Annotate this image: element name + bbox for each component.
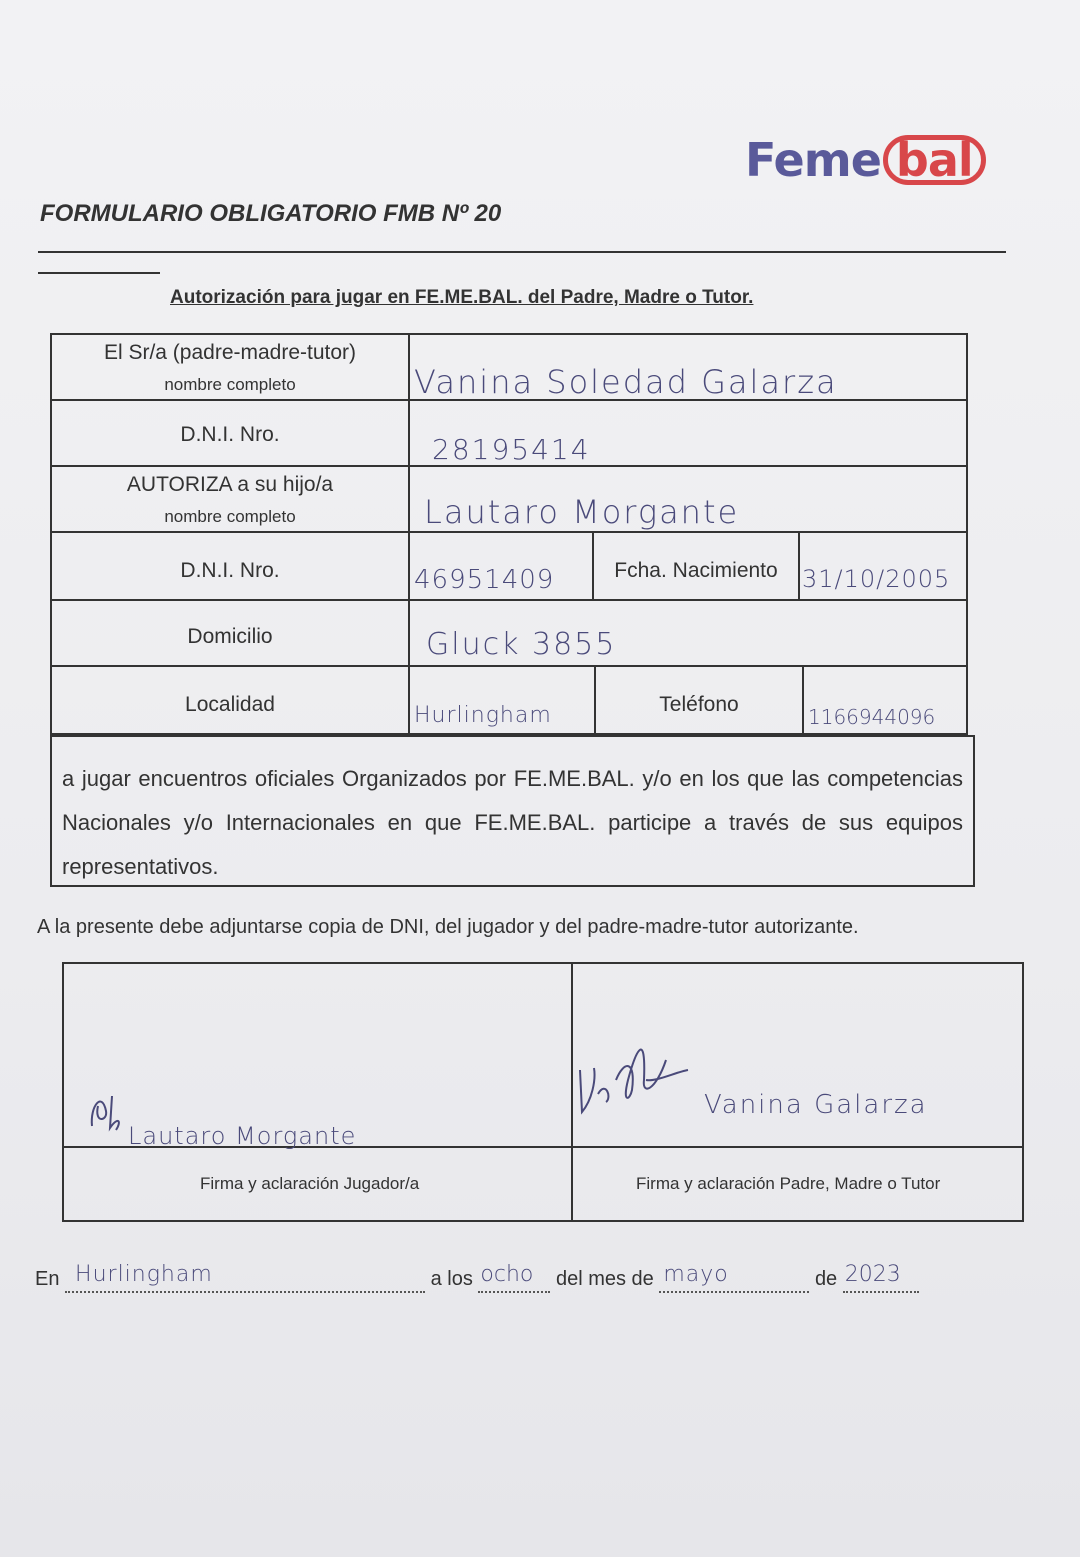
divider-short [38, 272, 160, 274]
autoriza-label: AUTORIZA a su hijo/a [126, 473, 334, 496]
footer-year-blank [843, 1262, 919, 1293]
child-name-value: Lautaro Morgante [424, 493, 740, 531]
row-parent-dni [50, 399, 968, 465]
cell-parent-label [52, 335, 410, 399]
dni-note: A la presente debe adjuntarse copia de DNI, del jugador y del padre-madre-tutor autorizante. [37, 916, 859, 938]
footer-year: 2023 [844, 1262, 901, 1287]
localidad-value: Hurlingham [414, 703, 552, 728]
birth-date-value: 31/10/2005 [802, 565, 951, 593]
parent-signature-mark [576, 1020, 706, 1120]
authorization-text: a jugar encuentros oficiales Organizados por FE.ME.BAL. y/o en los que las competencias Nacionales y/o Internacionales en que FE.ME.BAL. participe a través de sus equipos representativos. [50, 735, 975, 887]
date-place-line [35, 1262, 919, 1293]
footer-city-blank [65, 1262, 425, 1293]
cell-birth-label [594, 533, 800, 599]
cell-localidad-value [410, 667, 596, 733]
telefono-label: Teléfono [659, 693, 739, 716]
divider [38, 251, 1006, 253]
footer-de: de [814, 1268, 838, 1290]
domicilio-value: Gluck 3855 [426, 627, 617, 662]
parent-dni-value: 28195414 [432, 433, 591, 466]
child-sub-label: nombre completo [164, 507, 296, 526]
child-dni-value: 46951409 [414, 565, 555, 595]
dni-label: D.N.I. Nro. [180, 423, 280, 446]
localidad-label: Localidad [185, 693, 275, 716]
femebal-logo [745, 130, 986, 190]
signature-box [62, 962, 1024, 1222]
child-dni-label: D.N.I. Nro. [180, 559, 280, 582]
row-localidad [50, 665, 968, 735]
row-parent-name [50, 333, 968, 399]
row-domicilio [50, 599, 968, 665]
cell-child-dni-value [410, 533, 594, 599]
footer-en: En [35, 1268, 60, 1290]
cell-child-dni-label [52, 533, 410, 599]
footer-city: Hurlingham [75, 1262, 213, 1287]
parent-name-value: Vanina Soledad Galarza [414, 363, 838, 401]
cell-telefono-label [596, 667, 804, 733]
form-subtitle: Autorización para jugar en FE.ME.BAL. del Padre, Madre o Tutor. [170, 287, 754, 308]
row-child-dni [50, 531, 968, 599]
player-aclaracion: Lautaro Morgante [128, 1122, 357, 1150]
signature-divider [571, 964, 573, 1220]
cell-autoriza-label [52, 467, 410, 531]
telefono-value: 1166944096 [808, 705, 936, 729]
footer-day-blank [478, 1262, 550, 1293]
footer-month-blank [659, 1262, 809, 1293]
parent-aclaracion: Vanina Galarza [704, 1090, 928, 1120]
birth-label: Fcha. Nacimiento [614, 559, 778, 582]
cell-localidad-label [52, 667, 410, 733]
parent-signature-label: Firma y aclaración Padre, Madre o Tutor [636, 1174, 941, 1193]
logo-prefix: Feme [745, 133, 881, 187]
parent-sub-label: nombre completo [164, 375, 296, 394]
logo-boxed: bal [883, 135, 986, 185]
row-child-name [50, 465, 968, 531]
cell-domicilio-label [52, 601, 410, 665]
footer-a-los: a los [430, 1268, 473, 1290]
form-title: FORMULARIO OBLIGATORIO FMB Nº 20 [40, 200, 502, 227]
player-signature-mark [82, 1076, 132, 1136]
footer-del-mes: del mes de [555, 1268, 654, 1290]
domicilio-label: Domicilio [187, 625, 273, 648]
footer-day: ocho [480, 1262, 534, 1287]
parent-label: El Sr/a (padre-madre-tutor) [103, 341, 357, 364]
footer-month: mayo [663, 1262, 729, 1287]
player-signature-label: Firma y aclaración Jugador/a [200, 1174, 420, 1193]
cell-dni-label [52, 401, 410, 465]
